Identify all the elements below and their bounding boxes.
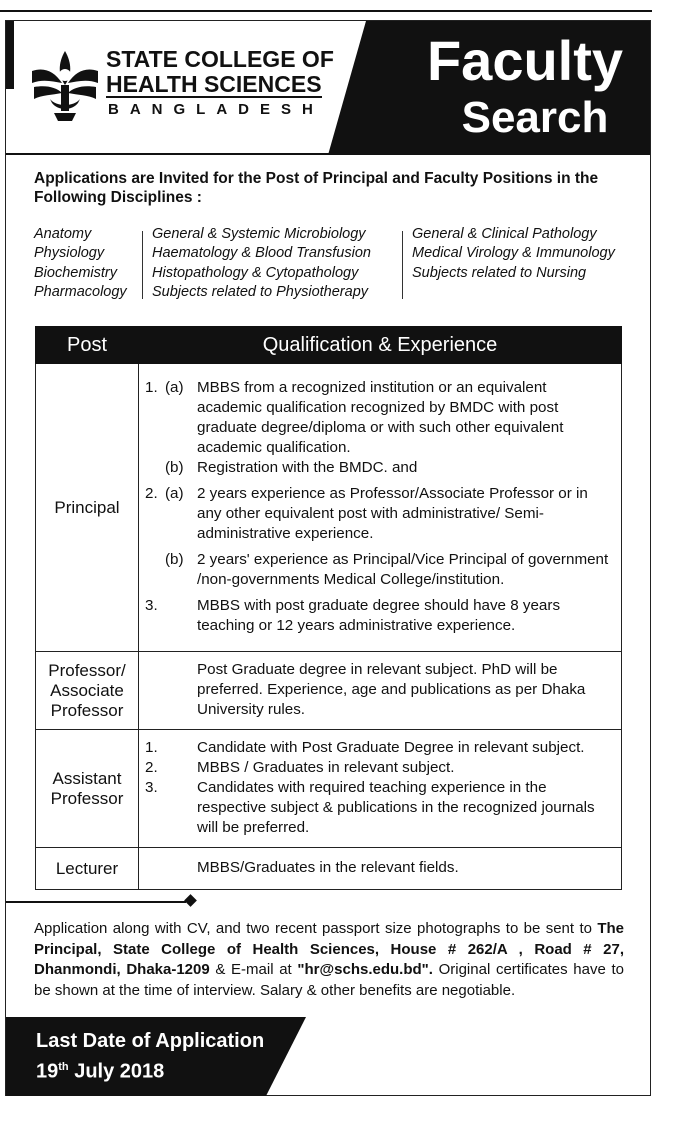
column-header-qualification: Qualification & Experience	[139, 327, 622, 364]
discipline-item: Subjects related to Nursing	[412, 264, 587, 281]
deadline	[36, 1028, 264, 1085]
qualification-lecturer: MBBS/Graduates in the relevant fields.	[139, 848, 622, 890]
post-principal: Principal	[36, 364, 139, 652]
table-row-professor	[36, 652, 622, 730]
post-lecturer: Lecturer	[36, 848, 139, 890]
title-line1: Faculty	[426, 29, 624, 92]
section-divider	[6, 901, 186, 903]
discipline-item: Anatomy	[34, 226, 92, 242]
header-rule	[6, 153, 650, 155]
college-emblem-icon	[30, 45, 100, 123]
discipline-item: General & Systemic Microbiology	[152, 226, 366, 242]
contact-email: "hr@schs.edu.bd".	[297, 961, 433, 978]
college-name-line2: HEALTH SCIENCES	[106, 71, 322, 97]
divider-diamond-icon	[184, 894, 197, 907]
discipline-separator	[142, 231, 143, 299]
deadline-date: 19th July 2018	[36, 1060, 165, 1083]
discipline-item: Subjects related to Physiotherapy	[152, 283, 369, 300]
college-name-line1: STATE COLLEGE OF	[106, 46, 334, 72]
list-item: 1. Candidate with Post Graduate Degree in relevant subject.	[145, 738, 585, 756]
list-item: 3. MBBS with post graduate degree should have 8 years teaching or 12 years administrative experience.	[145, 596, 561, 634]
qualification-assistant-professor	[139, 730, 622, 848]
post-professor: Professor/ Associate Professor	[36, 652, 139, 730]
discipline-item: Haematology & Blood Transfusion	[152, 245, 371, 262]
post-assistant-professor: Assistant Professor	[36, 730, 139, 848]
discipline-item: General & Clinical Pathology	[412, 226, 597, 242]
qualification-table	[35, 326, 622, 890]
application-instructions: Application along with CV, and two recent passport size photographs to be sent to The Principal, State College of Health Sciences, House # 262/A , Road # 27, Dhanmondi, Dhaka-1209 & E-mail at "hr@schs.edu.bd". Original certificates have to be shown at the time of interview. Salary & other benefits are negotiable.	[34, 920, 624, 999]
table-header-row	[36, 327, 622, 364]
college-name	[106, 47, 334, 98]
list-item: (b) Registration with the BMDC. and	[165, 458, 418, 476]
column-header-post: Post	[36, 327, 139, 364]
disciplines-column-1	[34, 225, 127, 302]
title-line2: Search	[461, 93, 609, 142]
qualification-professor: Post Graduate degree in relevant subject. PhD will be preferred. Experience, age and publications as per Dhaka University rules.	[139, 652, 622, 730]
list-item: 2. (a) 2 years experience as Professor/Associate Professor or in any other equivalent post with administrative/ Semi-administrative experience.	[145, 484, 588, 542]
table-row-assistant-professor	[36, 730, 622, 848]
list-item: 3. Candidates with required teaching experience in the respective subject & publications in the recognized journals will be preferred.	[145, 778, 595, 836]
intro-heading: Applications are Invited for the Post of Principal and Faculty Positions in the Following Disciplines :	[34, 170, 599, 206]
faculty-search-title	[360, 21, 650, 155]
list-item: 2. MBBS / Graduates in relevant subject.	[145, 758, 455, 776]
discipline-separator	[402, 231, 403, 299]
discipline-item: Physiology	[34, 245, 105, 262]
table-row-principal	[36, 364, 622, 652]
disciplines-column-3	[412, 225, 615, 283]
qualification-principal	[139, 364, 622, 652]
discipline-item: Medical Virology & Immunology	[412, 245, 615, 262]
advertisement-frame	[5, 20, 651, 1096]
header-banner	[6, 21, 650, 155]
disciplines-column-2	[152, 225, 371, 302]
discipline-item: Histopathology & Cytopathology	[152, 264, 359, 281]
deadline-label: Last Date of Application	[36, 1030, 265, 1052]
discipline-item: Pharmacology	[34, 283, 127, 300]
country-name: BANGLADESH	[108, 101, 324, 118]
list-item: (b) 2 years' experience as Principal/Vice Principal of government /non-governments Medical College/institution.	[165, 550, 609, 588]
list-item: 1. (a) MBBS from a recognized institution or an equivalent academic qualification recognized by BMDC with post graduate degree/diploma or with such other equivalent academic qualification.	[145, 378, 564, 456]
discipline-item: Biochemistry	[34, 264, 117, 281]
table-row-lecturer	[36, 848, 622, 890]
previous-ad-strip	[0, 0, 652, 12]
mailing-address: The Principal, State College of Health Sciences, House # 262/A , Road # 27, Dhanmondi, Dhaka-1209	[34, 920, 624, 978]
